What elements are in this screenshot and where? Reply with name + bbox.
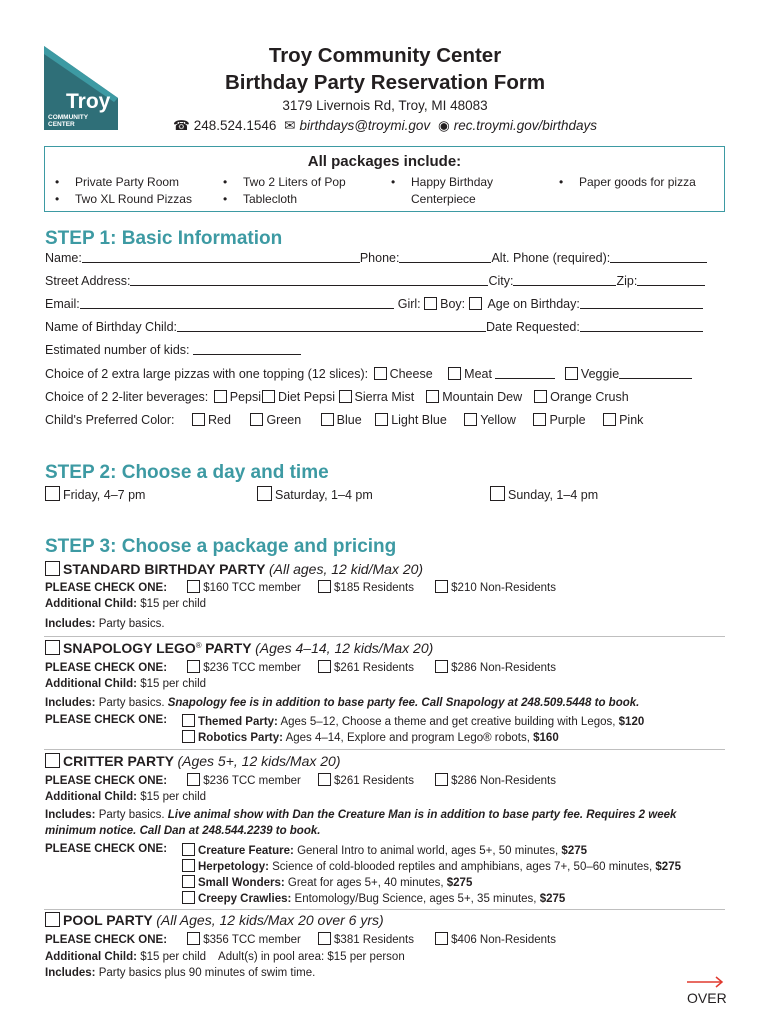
lego-includes — [45, 697, 639, 709]
lego-nonresident-price: $286 Non-Residents — [451, 662, 556, 674]
age-label: Age on Birthday: — [487, 297, 580, 311]
email-field[interactable] — [80, 297, 394, 309]
yellow-checkbox[interactable] — [464, 413, 477, 426]
package-item: • Private Party Room — [75, 174, 179, 191]
pink-checkbox[interactable] — [603, 413, 616, 426]
option-label: Themed Party: — [198, 716, 278, 728]
boy-label: Boy: — [440, 297, 466, 311]
option-text: Ages 4–14, Explore and program Lego® robots, — [285, 732, 530, 744]
lego-resident-checkbox[interactable] — [318, 660, 331, 673]
diet-pepsi-checkbox[interactable] — [262, 390, 275, 403]
meat-field[interactable] — [495, 367, 555, 379]
option-price: $275 — [446, 877, 473, 889]
pool-tcc-price: $356 TCC member — [203, 934, 301, 946]
veggie-label: Veggie — [580, 367, 620, 381]
sierra-mist-label: Sierra Mist — [354, 390, 415, 404]
row-child — [45, 320, 703, 334]
additional-value: $15 per child — [140, 951, 207, 963]
lego-resident-price: $261 Residents — [334, 662, 414, 674]
standard-resident-checkbox[interactable] — [318, 580, 331, 593]
child-name-field[interactable] — [177, 320, 486, 332]
critter-tcc-checkbox[interactable] — [187, 773, 200, 786]
critter-note-1: Live animal show with Dan the Creature Man is in addition to base party fee. Requires 2 week — [167, 809, 677, 821]
divider — [44, 636, 725, 637]
option-text: Entomology/Bug Science, ages 5+, 35 minutes, — [294, 893, 537, 905]
creature-feature-checkbox[interactable] — [182, 843, 195, 856]
bev-label: Choice of 2 2-liter beverages: — [45, 390, 209, 404]
row-name — [45, 251, 707, 265]
critter-additional — [45, 791, 206, 803]
saturday-checkbox[interactable] — [257, 486, 272, 501]
contact-web[interactable]: rec.troymi.gov/birthdays — [453, 118, 598, 133]
registered-mark: ® — [195, 640, 202, 650]
option-text: General Intro to animal world, ages 5+, 50 minutes, — [297, 845, 559, 857]
themed-checkbox[interactable] — [182, 714, 195, 727]
row-kids — [45, 343, 301, 357]
standard-package-detail: (All ages, 12 kid/Max 20) — [268, 561, 424, 577]
orange-crush-checkbox[interactable] — [534, 390, 547, 403]
sierra-mist-checkbox[interactable] — [339, 390, 352, 403]
friday-checkbox[interactable] — [45, 486, 60, 501]
critter-option — [182, 859, 681, 873]
pizza-label: Choice of 2 extra large pizzas with one topping (12 slices): — [45, 367, 369, 381]
over-label: OVER — [687, 990, 727, 1006]
herpetology-checkbox[interactable] — [182, 859, 195, 872]
name-field[interactable] — [82, 251, 360, 263]
purple-checkbox[interactable] — [533, 413, 546, 426]
lego-package-name2: PARTY — [205, 640, 252, 656]
sunday-label: Sunday, 1–4 pm — [508, 488, 599, 502]
additional-label: Additional Child: — [45, 598, 137, 610]
check-one-label: PLEASE CHECK ONE: — [45, 714, 168, 726]
cheese-label: Cheese — [389, 367, 433, 381]
pool-package-detail: (All Ages, 12 kids/Max 20 over 6 yrs) — [156, 912, 384, 928]
packages-include-box — [44, 146, 725, 212]
option-price: $160 — [533, 732, 559, 744]
standard-nonresident-checkbox[interactable] — [435, 580, 448, 593]
critter-nonresident-checkbox[interactable] — [435, 773, 448, 786]
lego-note: Snapology fee is in addition to base party fee. Call Snapology at 248.509.5448 to book. — [167, 697, 640, 709]
critter-option — [182, 891, 565, 905]
additional-value: $15 per child — [140, 791, 207, 803]
kids-field[interactable] — [193, 343, 301, 355]
pepsi-checkbox[interactable] — [214, 390, 227, 403]
standard-tcc-checkbox[interactable] — [187, 580, 200, 593]
pool-resident-price: $381 Residents — [334, 934, 414, 946]
step2-title: STEP 2: Choose a day and time — [45, 462, 329, 483]
standard-additional — [45, 598, 206, 610]
pool-package-heading — [45, 912, 384, 928]
option-label: Small Wonders: — [198, 877, 285, 889]
step3-title: STEP 3: Choose a package and pricing — [45, 536, 397, 557]
contact-phone: 248.524.1546 — [193, 118, 277, 133]
standard-package-name: STANDARD BIRTHDAY PARTY — [63, 561, 266, 577]
logo-main-text: Troy — [66, 90, 111, 113]
divider — [44, 749, 725, 750]
additional-value: $15 per child — [140, 678, 207, 690]
child-name-label: Name of Birthday Child: — [45, 320, 178, 334]
pool-price-row — [45, 932, 556, 946]
standard-package-heading — [45, 561, 423, 577]
critter-option — [182, 843, 587, 857]
critter-price-row — [45, 773, 556, 787]
arrow-right-icon — [687, 976, 727, 991]
includes-value: Party basics plus 90 minutes of swim time. — [98, 967, 316, 979]
critter-resident-price: $261 Residents — [334, 775, 414, 787]
meat-label: Meat — [464, 367, 492, 381]
critter-note-2: minimum notice. Call Dan at 248.544.2239 to book. — [45, 825, 321, 837]
street-label: Street Address: — [45, 274, 131, 288]
pepsi-label: Pepsi — [229, 390, 262, 404]
critter-package-heading — [45, 753, 340, 769]
light-blue-checkbox[interactable] — [375, 413, 388, 426]
package-item: • Two XL Round Pizzas — [75, 191, 192, 208]
pool-package-checkbox[interactable] — [45, 912, 60, 927]
girl-checkbox[interactable] — [424, 297, 437, 310]
option-text: Ages 5–12, Choose a theme and get creative building with Legos, — [280, 716, 616, 728]
mouse-icon: ◉ — [437, 118, 450, 133]
package-item: • Two 2 Liters of Pop — [243, 174, 346, 191]
date-requested-label: Date Requested: — [486, 320, 580, 334]
standard-package-checkbox[interactable] — [45, 561, 60, 576]
critter-nonresident-price: $286 Non-Residents — [451, 775, 556, 787]
option-price: $120 — [618, 716, 645, 728]
email-label: Email: — [45, 297, 80, 311]
contact-email[interactable]: birthdays@troymi.gov — [299, 118, 431, 133]
small-wonders-checkbox[interactable] — [182, 875, 195, 888]
pool-nonresident-checkbox[interactable] — [435, 932, 448, 945]
option-label: Robotics Party: — [198, 732, 283, 744]
yellow-label: Yellow — [480, 413, 516, 427]
critter-package-detail: (Ages 5+, 12 kids/Max 20) — [177, 753, 341, 769]
meat-checkbox[interactable] — [448, 367, 461, 380]
friday-label: Friday, 4–7 pm — [63, 488, 146, 502]
address: 3179 Livernois Rd, Troy, MI 48083 — [282, 98, 488, 113]
alt-phone-field[interactable] — [610, 251, 707, 263]
row-email — [45, 297, 703, 311]
critter-resident-checkbox[interactable] — [318, 773, 331, 786]
sunday-checkbox[interactable] — [490, 486, 505, 501]
city-label: City: — [488, 274, 514, 288]
green-label: Green — [266, 413, 302, 427]
name-label: Name: — [45, 251, 82, 265]
blue-label: Blue — [336, 413, 362, 427]
option-text: Science of cold-blooded reptiles and amphibians, ages 7+, 50–60 minutes, — [272, 861, 653, 873]
day-option-sunday[interactable] — [490, 486, 598, 502]
includes-value: Party basics. — [98, 809, 165, 821]
alt-phone-label: Alt. Phone (required): — [491, 251, 611, 265]
light-blue-label: Light Blue — [391, 413, 447, 427]
boy-checkbox[interactable] — [469, 297, 482, 310]
day-option-friday[interactable] — [45, 486, 145, 502]
critter-package-checkbox[interactable] — [45, 753, 60, 768]
zip-field[interactable] — [637, 274, 705, 286]
orange-crush-label: Orange Crush — [550, 390, 629, 404]
includes-value: Party basics. — [98, 618, 165, 630]
mountain-dew-checkbox[interactable] — [426, 390, 439, 403]
package-item: • Paper goods for pizza — [579, 174, 696, 191]
phone-field[interactable] — [399, 251, 491, 263]
phone-label: Phone: — [359, 251, 400, 265]
step1-title: STEP 1: Basic Information — [45, 228, 283, 249]
age-field[interactable] — [580, 297, 703, 309]
check-one-label: PLEASE CHECK ONE: — [45, 775, 168, 787]
option-price: $275 — [539, 893, 566, 905]
diet-pepsi-label: Diet Pepsi — [278, 390, 336, 404]
lego-tcc-price: $236 TCC member — [203, 662, 301, 674]
lego-package-checkbox[interactable] — [45, 640, 60, 655]
date-requested-field[interactable] — [580, 320, 703, 332]
pool-includes — [45, 967, 315, 979]
check-one-label: PLEASE CHECK ONE: — [45, 843, 168, 855]
standard-includes — [45, 618, 165, 630]
lego-option-themed — [182, 714, 644, 728]
package-item-cont — [411, 191, 476, 208]
critter-includes — [45, 809, 676, 821]
critter-package-name: CRITTER PARTY — [63, 753, 174, 769]
row-address — [45, 274, 705, 288]
form-title-line1: Troy Community Center — [268, 44, 502, 67]
additional-value: $15 per child — [140, 598, 207, 610]
lego-option-robotics — [182, 730, 559, 744]
check-one-label: PLEASE CHECK ONE: — [45, 934, 168, 946]
blue-checkbox[interactable] — [321, 413, 334, 426]
city-field[interactable] — [513, 274, 616, 286]
divider — [44, 909, 725, 910]
red-label: Red — [208, 413, 231, 427]
row-colors — [45, 413, 643, 427]
contact-line — [0, 118, 770, 134]
color-label: Child's Preferred Color: — [45, 413, 175, 427]
green-checkbox[interactable] — [250, 413, 263, 426]
robotics-checkbox[interactable] — [182, 730, 195, 743]
day-option-saturday[interactable] — [257, 486, 373, 502]
check-one-label: PLEASE CHECK ONE: — [45, 662, 168, 674]
option-price: $275 — [655, 861, 681, 873]
additional-label: Additional Child: — [45, 951, 137, 963]
lego-nonresident-checkbox[interactable] — [435, 660, 448, 673]
pool-nonresident-price: $406 Non-Residents — [451, 934, 556, 946]
cheese-checkbox[interactable] — [374, 367, 387, 380]
street-field[interactable] — [130, 274, 488, 286]
includes-label: Includes: — [45, 618, 96, 630]
pool-adult-fee: Adult(s) in pool area: $15 per person — [218, 951, 405, 963]
additional-label: Additional Child: — [45, 791, 137, 803]
check-one-label: PLEASE CHECK ONE: — [45, 582, 168, 594]
lego-price-row — [45, 660, 556, 674]
option-price: $275 — [561, 845, 588, 857]
logo-sub-text-1: COMMUNITY — [48, 114, 89, 121]
email-icon: ✉ — [284, 118, 296, 133]
pool-additional — [45, 951, 405, 963]
pink-label: Pink — [619, 413, 644, 427]
lego-tcc-checkbox[interactable] — [187, 660, 200, 673]
option-text: Great for ages 5+, 40 minutes, — [287, 877, 444, 889]
option-label: Creature Feature: — [198, 845, 294, 857]
includes-label: Includes: — [45, 809, 96, 821]
row-pizza — [45, 367, 692, 381]
lego-additional — [45, 678, 206, 690]
critter-option — [182, 875, 472, 889]
purple-label: Purple — [549, 413, 586, 427]
pool-tcc-checkbox[interactable] — [187, 932, 200, 945]
row-beverages — [45, 390, 629, 404]
standard-nonresident-price: $210 Non-Residents — [451, 582, 556, 594]
lego-package-detail: (Ages 4–14, 12 kids/Max 20) — [255, 640, 434, 656]
package-item-text: Centerpiece — [411, 192, 476, 206]
standard-price-row — [45, 580, 556, 594]
package-item: • Happy Birthday — [411, 174, 493, 191]
standard-tcc-price: $160 TCC member — [203, 582, 301, 594]
veggie-field[interactable] — [619, 367, 692, 379]
logo-sub-text-2: CENTER — [48, 121, 75, 128]
lego-package-heading — [45, 640, 433, 656]
includes-label: Includes: — [45, 967, 96, 979]
includes-value: Party basics. — [98, 697, 165, 709]
mountain-dew-label: Mountain Dew — [442, 390, 523, 404]
packages-box-title: All packages include: — [307, 153, 462, 170]
option-label: Creepy Crawlies: — [198, 893, 292, 905]
kids-label: Estimated number of kids: — [45, 343, 190, 357]
zip-label: Zip: — [616, 274, 638, 288]
pool-resident-checkbox[interactable] — [318, 932, 331, 945]
creepy-crawlies-checkbox[interactable] — [182, 891, 195, 904]
red-checkbox[interactable] — [192, 413, 205, 426]
critter-tcc-price: $236 TCC member — [203, 775, 301, 787]
phone-icon: ☎ — [172, 118, 190, 133]
saturday-label: Saturday, 1–4 pm — [275, 488, 373, 502]
option-label: Herpetology: — [198, 861, 269, 873]
standard-resident-price: $185 Residents — [334, 582, 414, 594]
veggie-checkbox[interactable] — [565, 367, 578, 380]
girl-label: Girl: — [397, 297, 421, 311]
includes-label: Includes: — [45, 697, 96, 709]
additional-label: Additional Child: — [45, 678, 137, 690]
lego-package-name: SNAPOLOGY LEGO — [63, 640, 196, 656]
form-title-line2: Birthday Party Reservation Form — [224, 71, 546, 94]
pool-package-name: POOL PARTY — [63, 912, 153, 928]
package-item: • Tablecloth — [243, 191, 297, 208]
